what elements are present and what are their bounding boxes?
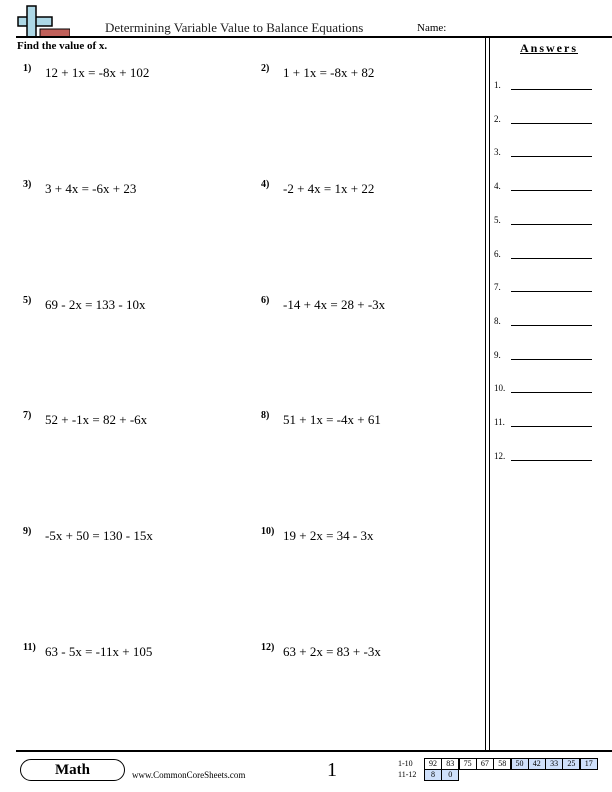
name-label: Name: (417, 22, 447, 34)
score-cell: 42 (528, 758, 546, 770)
score-row-label: 11-12 (398, 770, 417, 779)
answer-number: 11. (494, 417, 505, 427)
answer-line[interactable] (511, 156, 592, 157)
answer-line[interactable] (511, 426, 592, 427)
answer-number: 8. (494, 315, 501, 326)
answer-slot[interactable] (494, 249, 594, 259)
problem-equation: 52 + -1x = 82 + -6x (45, 412, 148, 428)
problem-equation: 69 - 2x = 133 - 10x (45, 296, 146, 312)
problem-equation: -2 + 4x = 1x + 22 (283, 180, 375, 196)
column-divider (489, 37, 490, 750)
problem-equation: -14 + 4x = 28 + -3x (283, 296, 386, 312)
math-logo-icon (14, 4, 70, 38)
column-divider (485, 37, 486, 750)
answer-slot[interactable] (494, 181, 594, 191)
problem-number: 12) (261, 642, 275, 653)
answer-slot[interactable] (494, 383, 594, 393)
answer-number: 1. (494, 80, 501, 90)
problem-equation: 63 + 2x = 83 + -3x (283, 644, 381, 659)
problem-number: 6) (261, 294, 270, 306)
page-number: 1 (327, 759, 337, 781)
answer-slot[interactable] (494, 80, 594, 90)
problem-number: 3) (23, 178, 32, 190)
problem-number: 10) (261, 526, 275, 538)
answer-number: 2. (494, 113, 501, 124)
answer-number: 12. (494, 450, 506, 461)
answer-number: 3. (494, 147, 501, 158)
score-cell: 25 (562, 758, 580, 770)
answer-line[interactable] (511, 224, 592, 225)
instructions: Find the value of x. (17, 40, 108, 52)
answer-slot[interactable] (494, 147, 594, 157)
problem-number: 9) (23, 526, 32, 538)
answer-slot[interactable] (494, 417, 594, 427)
answer-slot[interactable] (494, 114, 594, 124)
answer-line[interactable] (511, 359, 592, 360)
problem-equation: 63 - 5x = -11x + 105 (45, 644, 153, 659)
answer-line[interactable] (511, 190, 592, 191)
answer-line[interactable] (511, 291, 592, 292)
answer-line[interactable] (511, 89, 592, 90)
worksheet-title: Determining Variable Value to Balance Equations (105, 20, 364, 35)
problem-number: 11) (23, 642, 36, 653)
answer-line[interactable] (511, 258, 592, 259)
score-cell: 33 (545, 758, 563, 770)
answer-slot[interactable] (494, 350, 594, 360)
score-cell: 83 (441, 758, 459, 770)
answer-slot[interactable] (494, 451, 594, 461)
header-divider (16, 36, 612, 38)
score-cell: 75 (459, 758, 477, 770)
problem-number: 1) (23, 63, 32, 74)
problem-number: 7) (23, 410, 32, 422)
problem-number: 5) (23, 294, 32, 306)
problem-equation: -5x + 50 = 130 - 15x (45, 528, 153, 544)
answer-number: 7. (494, 282, 501, 293)
answer-line[interactable] (511, 325, 592, 326)
answer-number: 6. (494, 248, 501, 259)
score-cell: 58 (493, 758, 511, 770)
score-cell: 8 (424, 769, 442, 781)
answer-slot[interactable] (494, 282, 594, 292)
problem-number: 4) (261, 178, 270, 190)
score-cell: 50 (511, 758, 529, 770)
problem-equation: 12 + 1x = -8x + 102 (45, 65, 150, 80)
problem-equation: 1 + 1x = -8x + 82 (283, 65, 375, 80)
score-cell: 67 (476, 758, 494, 770)
answer-number: 10. (494, 383, 506, 394)
problem-number: 8) (261, 410, 270, 422)
score-cell: 92 (424, 758, 442, 770)
score-cell: 0 (441, 769, 459, 781)
problem-number: 2) (261, 63, 270, 74)
answer-line[interactable] (511, 123, 592, 124)
site-url: www.CommonCoreSheets.com (132, 770, 246, 780)
answer-line[interactable] (511, 392, 592, 393)
answers-title: Answers (520, 41, 578, 55)
problem-equation: 51 + 1x = -4x + 61 (283, 412, 381, 428)
score-row-label: 1-10 (398, 759, 413, 768)
problem-equation: 3 + 4x = -6x + 23 (45, 180, 137, 196)
footer-divider (16, 750, 612, 752)
subject-badge: Math (20, 759, 125, 781)
score-cell: 17 (580, 758, 598, 770)
answer-line[interactable] (511, 460, 592, 461)
answer-slot[interactable] (494, 316, 594, 326)
answer-number: 5. (494, 214, 501, 225)
answer-number: 9. (494, 349, 501, 360)
answer-number: 4. (494, 181, 501, 192)
answer-slot[interactable] (494, 215, 594, 225)
problem-equation: 19 + 2x = 34 - 3x (283, 528, 374, 544)
